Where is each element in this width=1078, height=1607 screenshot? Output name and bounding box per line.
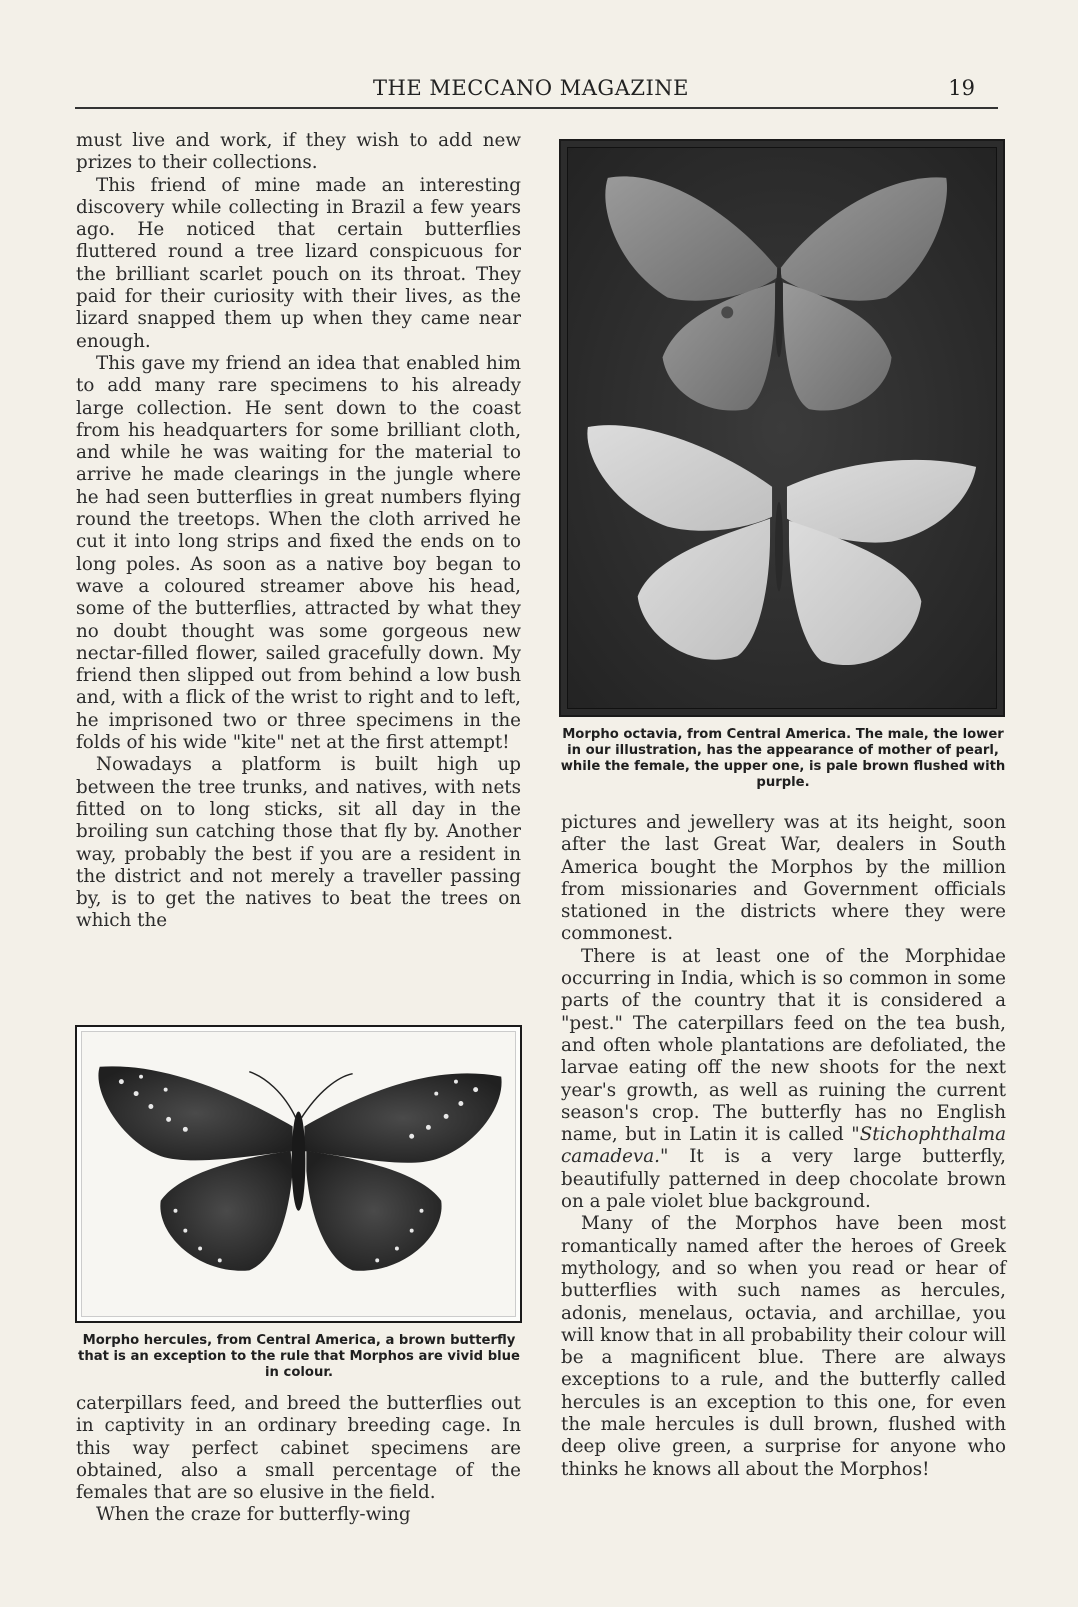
- magazine-title: THE MECCANO MAGAZINE: [373, 76, 689, 100]
- figure-morpho-hercules: [75, 1025, 522, 1323]
- paragraph-text: " It is a very large butterfly, beautifully patterned in deep chocolate brown on a pale violet blue background.: [561, 1146, 1006, 1213]
- article-paragraph: This gave my friend an idea that enabled him to add many rare specimens to his already large collection. He sent down to the coast from his headquarters for some brilliant cloth, and while he was waiting for the material to arrive he made clearings in the jungle where he had seen butterflies in great numbers flying round the treetops. When the cloth arrived he cut it into long strips and fixed the ends on to long poles. As soon as a native boy began to wave a coloured streamer above his head, some of the butterflies, attracted by what they no doubt thought was some gorgeous new nectar-filled flower, sailed gracefully down. My friend then slipped out from behind a low bush and, with a flick of the wrist to right and to left, he imprisoned two or three specimens in the folds of his wide "kite" net at the first attempt!: [76, 352, 521, 754]
- page-number: 19: [948, 76, 975, 100]
- article-paragraph: Many of the Morphos have been most romantically named after the heroes of Greek mythology, and so when you read or hear of butterflies with such names as hercules, adonis, menelaus, octavia, and archillae, you will know that in all probability their colour will be a magnificent blue. There are always exceptions to a rule, and the butterfly called hercules is an exception to this one, for even the male hercules is dull brown, flushed with deep olive green, a surprise for anyone who thinks he knows all about the Morphos!: [561, 1213, 1006, 1480]
- figure-morpho-octavia: [559, 139, 1005, 717]
- article-paragraph: pictures and jewellery was at its height, soon after the last Great War, dealers in South America bought the Morphos by the million from missionaries and Government officials stationed in the districts where they were commonest.: [561, 812, 1006, 945]
- latin-name: Stichophthalma camadeva.: [561, 1124, 1006, 1168]
- butterfly-octavia-illustration: [568, 148, 996, 708]
- article-column-left-top: [76, 130, 521, 933]
- article-paragraph: must live and work, if they wish to add new prizes to their collections.: [76, 130, 521, 174]
- caption-morpho-hercules: Morpho hercules, from Central America, a brown butterfly that is an exception to the rule that Morphos are vivid blue in colour.: [78, 1333, 520, 1380]
- article-column-right: [561, 812, 1006, 1481]
- photo-morpho-hercules: [81, 1031, 516, 1317]
- article-paragraph: Nowadays a platform is built high up between the tree trunks, and natives, with nets fitted on to long sticks, sit all day in the broiling sun catching those that fly by. Another way, probably the best if you are a resident in the district and not merely a traveller passing by, is to get the natives to beat the trees on which the: [76, 754, 521, 932]
- page-header: [75, 74, 987, 104]
- paragraph-text: There is at least one of the Morphidae occurring in India, which is so common in some parts of the country that it is considered a "pest." The caterpillars feed on the tea bush, and often whole plantations are defoliated, the larvae eating off the new shoots for the next year's growth, as well as ruining the current season's crop. The butterfly has no English name, but in Latin it is called ": [561, 945, 1006, 1146]
- article-paragraph: [561, 946, 1006, 1214]
- article-paragraph: This friend of mine made an interesting discovery while collecting in Brazil a few years ago. He noticed that certain butterflies fluttered round a tree lizard conspicuous for the brilliant scarlet pouch on its throat. They paid for their curiosity with their lives, as the lizard snapped them up when they came near enough.: [76, 174, 521, 352]
- photo-morpho-octavia: [567, 147, 997, 709]
- article-paragraph: When the craze for butterfly-wing: [96, 1504, 411, 1526]
- article-paragraph: caterpillars feed, and breed the butterflies out in captivity in an ordinary breeding cage. In this way perfect cabinet specimens are obtained, also a small percentage of the females that are so elusive in the field.: [76, 1393, 521, 1504]
- butterfly-hercules-illustration: [82, 1032, 515, 1316]
- article-column-left-bottom: [76, 1393, 521, 1527]
- header-rule: [75, 107, 998, 109]
- caption-morpho-octavia: Morpho octavia, from Central America. The male, the lower in our illustration, has the appearance of mother of pearl, while the female, the upper one, is pale brown flushed with purple.: [560, 727, 1006, 790]
